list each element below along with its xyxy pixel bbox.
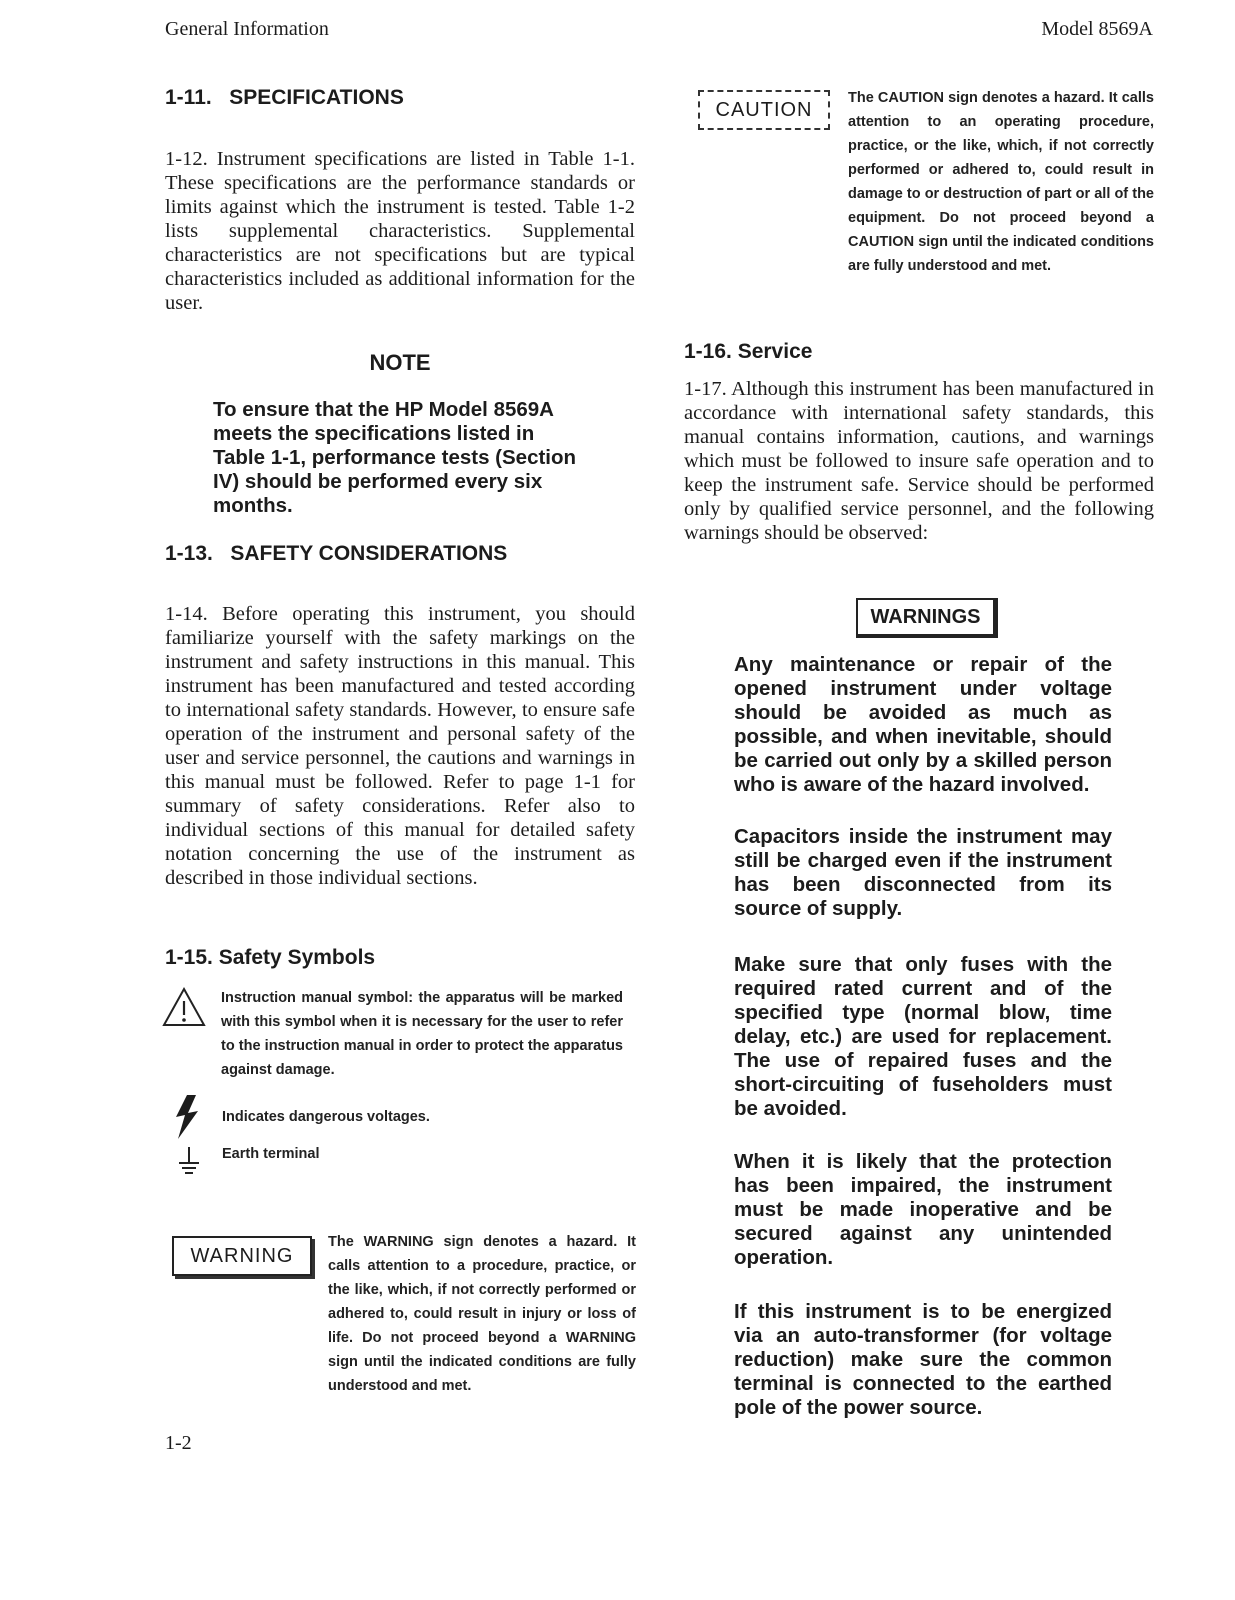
warning-item-autotransformer: If this instrument is to be energized via an auto-transformer (for voltage reduction) make sure the common terminal is connected to the earthed pole of the power source. xyxy=(734,1300,1112,1419)
instruction-manual-symbol-text: Instruction manual symbol: the apparatus will be marked with this symbol when it is necessary for the user to refer to the instruction manual in order to protect the apparatus against damage. xyxy=(221,990,623,1078)
caution-label-box: CAUTION xyxy=(698,90,830,130)
warning-item-protection: When it is likely that the protection has been impaired, the instrument must be made inoperative and be secured against any unintended operation. xyxy=(734,1150,1112,1269)
lightning-bolt-icon xyxy=(170,1092,204,1142)
warning-item-maintenance: Any maintenance or repair of the opened instrument under voltage should be avoided as much as possible, and when inevitable, should be carried out only by a skilled person who is aware of the hazard involved. xyxy=(734,653,1112,796)
caution-sign-text: The CAUTION sign denotes a hazard. It calls attention to an operating procedure, practice, or the like, which, if not correctly performed or adhered to, could result in damage to or destruction of part or all of the equipment. Do not proceed beyond a CAUTION sign until the indicated conditions are fully understood and met. xyxy=(848,90,1154,274)
safety-considerations-paragraph: 1-14. Before operating this instrument, you should familiarize yourself with the safety markings on the instrument and safety instructions in this manual. This instrument has been manufactured and tested according to international safety standards. However, to ensure safe operation of the instrument and personal safety of the user and service personnel, the cautions and warnings in this manual must be followed. Refer to page 1-1 for summary of safety considerations. Refer also to individual sections of this manual for detailed safety notation concerning the use of the instrument as described in those individual sections. xyxy=(165,603,635,889)
warnings-label-box: WARNINGS xyxy=(856,598,998,638)
specifications-heading: 1-11. SPECIFICATIONS xyxy=(165,86,404,109)
warning-item-capacitors: Capacitors inside the instrument may still be charged even if the instrument has been disconnected from its source of supply. xyxy=(734,825,1112,920)
warning-sign-text: The WARNING sign denotes a hazard. It calls attention to a procedure, practice, or the like, which, if not correctly performed or adhered to, could result in injury or loss of life. Do not proceed beyond a WARNING sign until the indicated conditions are fully understood and met. xyxy=(328,1234,636,1394)
warning-item-fuses: Make sure that only fuses with the required rated current and of the specified type (normal blow, time delay, etc.) are used for replacement. The use of repaired fuses and the short-circuiting of fuseholders must be avoided. xyxy=(734,953,1112,1120)
safety-symbols-heading: 1-15. Safety Symbols xyxy=(165,946,376,969)
page-number: 1-2 xyxy=(165,1432,192,1454)
service-heading: 1-16. Service xyxy=(684,340,813,363)
note-title: NOTE xyxy=(369,350,431,375)
dangerous-voltage-text: Indicates dangerous voltages. xyxy=(222,1109,430,1125)
note-body: To ensure that the HP Model 8569A meets the specifications listed in Table 1-1, performance tests (Section IV) should be performed every six months. xyxy=(213,398,577,517)
earth-terminal-text: Earth terminal xyxy=(222,1146,320,1162)
safety-considerations-heading: 1-13. SAFETY CONSIDERATIONS xyxy=(165,542,508,565)
warning-triangle-icon xyxy=(160,985,208,1029)
running-header-left: General Information xyxy=(165,18,329,40)
running-header-right: Model 8569A xyxy=(1041,18,1153,40)
service-paragraph: 1-17. Although this instrument has been manufactured in accordance with international safety standards, this manual contains information, cautions, and warnings which must be followed to insure safe operation and to keep the instrument safe. Service should be performed only by qualified service personnel, and the following warnings should be observed: xyxy=(684,378,1154,544)
earth-ground-icon xyxy=(176,1144,202,1178)
warning-label-box: WARNING xyxy=(172,1236,312,1276)
specifications-paragraph: 1-12. Instrument specifications are listed in Table 1-1. These specifications are the performance standards or limits against which the instrument is tested. Table 1-2 lists supplemental characteristics. Supplemental characteristics are not specifications but are typical characteristics included as additional information for the user. xyxy=(165,148,635,314)
